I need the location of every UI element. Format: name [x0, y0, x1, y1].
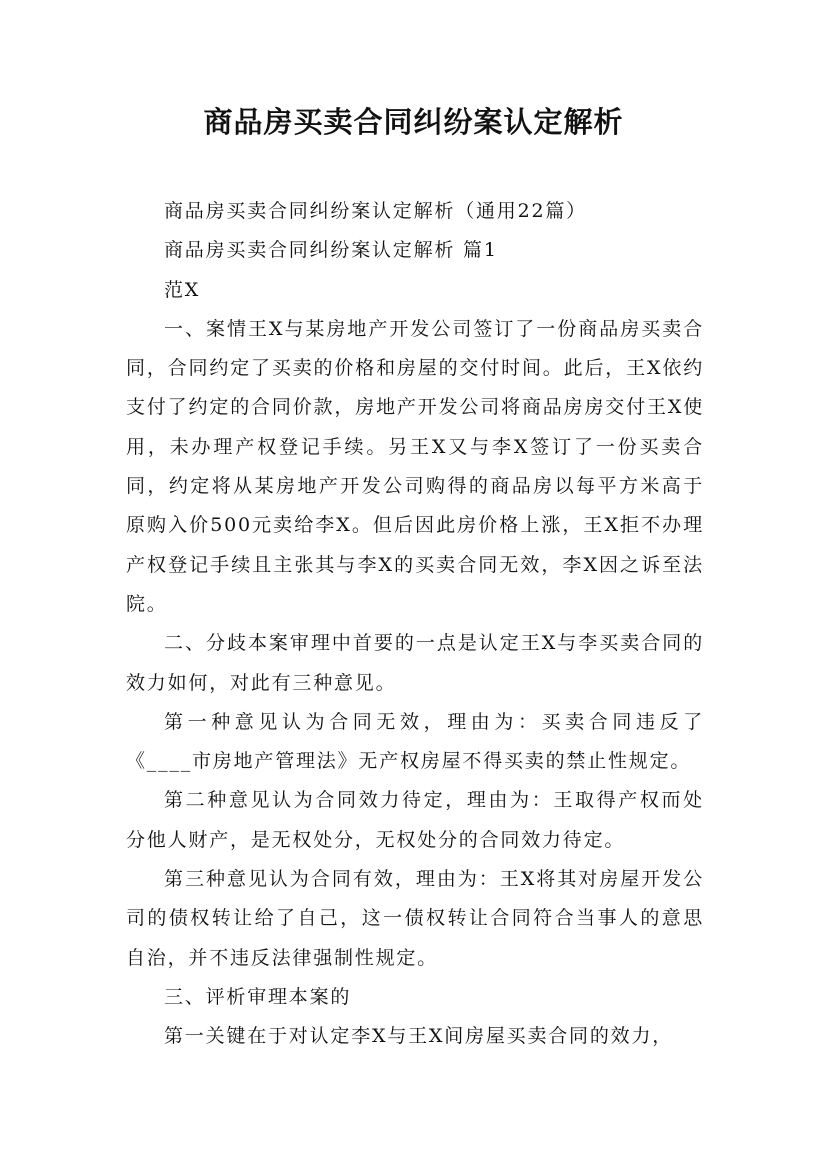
document-title: 商品房买卖合同纠纷案认定解析: [203, 105, 624, 139]
paragraph-case-facts: 一、案情王X与某房地产开发公司签订了一份商品房买卖合同，合同约定了买卖的价格和房屋的交付时间。此后，王X依约支付了约定的合同价款，房地产开发公司将商品房房交付王X使用，未办理产权登记手续。另王X又与李X签订了一份买卖合同，约定将从某房地产开发公司购得的商品房以每平方米高于原购入价500元卖给李X。但后因此房价格上涨，王X拒不办理产权登记手续且主张其与李X的买卖合同无效，李X因之诉至法院。: [126, 317, 704, 615]
paragraph-opinion-1: 第一种意见认为合同无效，理由为：买卖合同违反了《____市房地产管理法》无产权房屋不得买卖的禁止性规定。: [126, 710, 704, 773]
paragraph-subtitle: 商品房买卖合同纠纷案认定解析（通用22篇）: [164, 200, 587, 222]
paragraph-opinion-2: 第二种意见认为合同效力待定，理由为：王取得产权而处分他人财产，是无权处分，无权处分的合同效力待定。: [126, 789, 704, 851]
paragraph-author: 范X: [164, 278, 201, 301]
paragraph-analysis-heading: 三、评析审理本案的: [164, 985, 352, 1008]
paragraph-disagreement: 二、分歧本案审理中首要的一点是认定王X与李买卖合同的效力如何，对此有三种意见。: [126, 632, 704, 694]
document-body: [126, 192, 704, 1057]
paragraph-section-heading: 商品房买卖合同纠纷案认定解析 篇1: [164, 239, 498, 262]
paragraph-analysis-start: 第一关键在于对认定李X与王X间房屋买卖合同的效力，: [164, 1025, 674, 1048]
paragraph-opinion-3: 第三种意见认为合同有效，理由为：王X将其对房屋开发公司的债权转让给了自己，这一债权转让合同符合当事人的意思自治，并不违反法律强制性规定。: [126, 868, 704, 969]
